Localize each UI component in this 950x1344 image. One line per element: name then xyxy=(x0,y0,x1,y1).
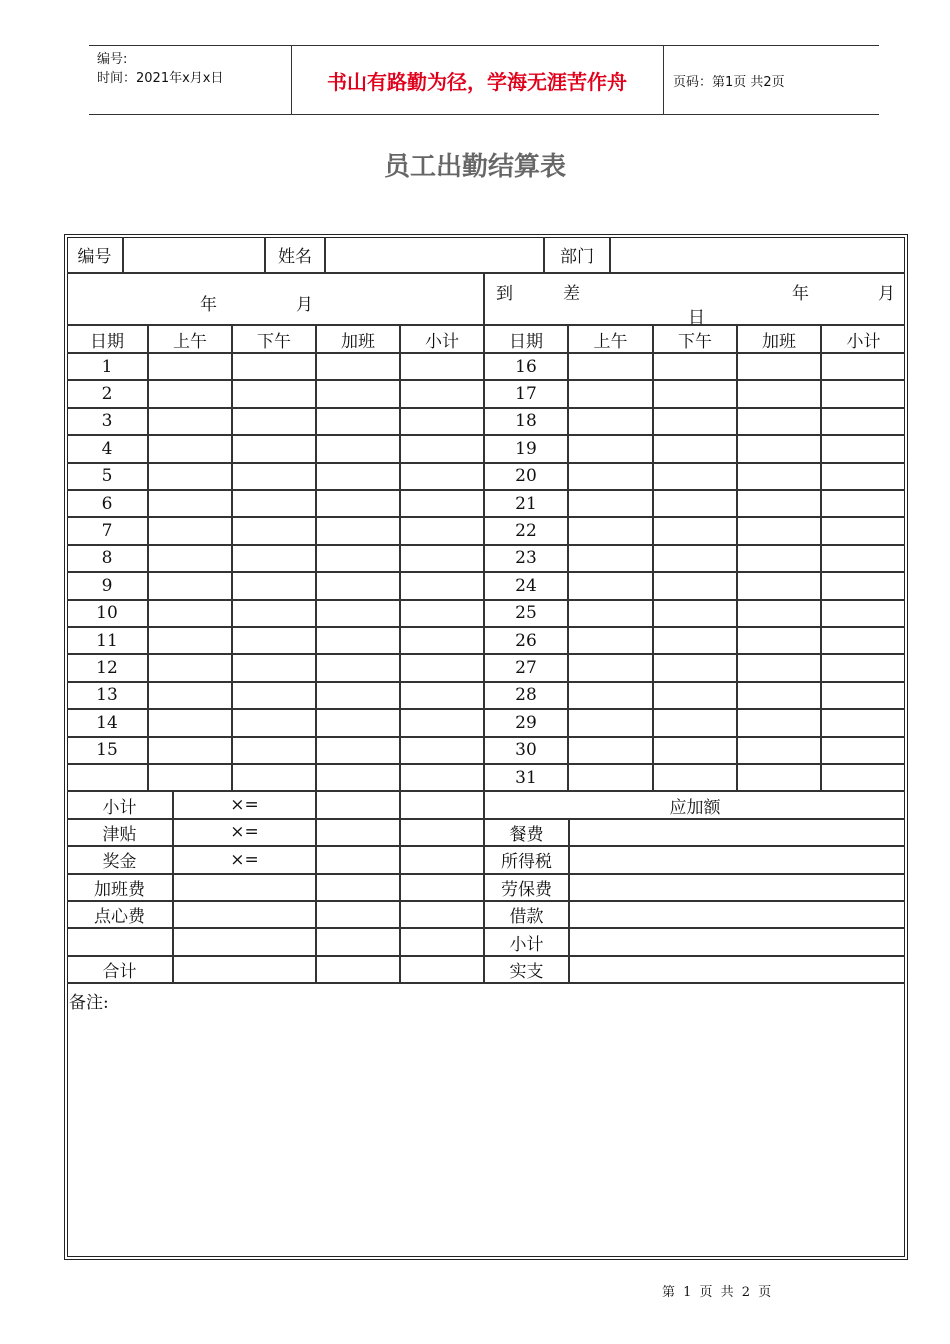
col-header: 下午 xyxy=(233,326,317,354)
attendance-input[interactable] xyxy=(401,381,485,408)
attendance-input[interactable] xyxy=(149,518,233,545)
attendance-input[interactable] xyxy=(317,381,401,408)
attendance-input[interactable] xyxy=(569,573,654,600)
summary-formula[interactable]: ×= xyxy=(174,847,317,874)
attendance-input[interactable] xyxy=(569,765,654,792)
attendance-input[interactable] xyxy=(149,354,233,381)
summary-formula[interactable] xyxy=(174,875,317,902)
attendance-input[interactable] xyxy=(822,409,905,436)
attendance-input[interactable] xyxy=(738,601,822,628)
period-diff: 差 xyxy=(563,284,580,304)
attendance-input[interactable] xyxy=(233,354,317,381)
summary-label: 加班费 xyxy=(67,875,174,902)
summary-value[interactable] xyxy=(401,792,485,819)
attendance-input[interactable] xyxy=(149,436,233,463)
attendance-input[interactable] xyxy=(233,464,317,491)
attendance-input[interactable] xyxy=(822,765,905,792)
attendance-input[interactable] xyxy=(822,354,905,381)
period-left-cell xyxy=(67,274,485,326)
col-header: 上午 xyxy=(149,326,233,354)
period-arrive: 到 xyxy=(496,284,513,304)
day-number xyxy=(67,765,149,792)
attendance-input[interactable] xyxy=(149,765,233,792)
attendance-input[interactable] xyxy=(233,573,317,600)
day-number: 21 xyxy=(485,491,569,518)
attendance-input[interactable] xyxy=(149,601,233,628)
attendance-input[interactable] xyxy=(654,436,738,463)
attendance-input[interactable] xyxy=(149,738,233,765)
col-header: 上午 xyxy=(569,326,654,354)
day-number: 7 xyxy=(67,518,149,545)
day-number: 22 xyxy=(485,518,569,545)
summary-label xyxy=(67,929,174,956)
day-number: 31 xyxy=(485,765,569,792)
deduction-label: 借款 xyxy=(485,902,570,929)
attendance-input[interactable] xyxy=(822,683,905,710)
period-year: 年 xyxy=(200,295,217,315)
attendance-input[interactable] xyxy=(654,601,738,628)
summary-value[interactable] xyxy=(317,875,401,902)
attendance-input[interactable] xyxy=(149,628,233,655)
day-number: 14 xyxy=(67,710,149,737)
attendance-input[interactable] xyxy=(654,354,738,381)
attendance-input[interactable] xyxy=(822,546,905,573)
attendance-input[interactable] xyxy=(569,518,654,545)
summary-formula[interactable] xyxy=(174,957,317,984)
day-number: 29 xyxy=(485,710,569,737)
attendance-input[interactable] xyxy=(317,409,401,436)
attendance-input[interactable] xyxy=(738,573,822,600)
attendance-input[interactable] xyxy=(233,628,317,655)
attendance-input[interactable] xyxy=(401,464,485,491)
header-motto: 书山有路勤为径，学海无涯苦作舟 xyxy=(327,69,627,94)
attendance-input[interactable] xyxy=(317,518,401,545)
attendance-input[interactable] xyxy=(654,573,738,600)
attendance-input[interactable] xyxy=(233,436,317,463)
attendance-input[interactable] xyxy=(401,491,485,518)
attendance-input[interactable] xyxy=(738,354,822,381)
attendance-input[interactable] xyxy=(401,710,485,737)
attendance-input[interactable] xyxy=(654,381,738,408)
deduction-value[interactable] xyxy=(570,820,905,847)
period-day: 日 xyxy=(688,308,705,328)
deduction-header: 应加额 xyxy=(485,792,905,819)
col-header: 小计 xyxy=(401,326,485,354)
attendance-input[interactable] xyxy=(569,491,654,518)
day-number: 5 xyxy=(67,464,149,491)
page-title: 员工出勤结算表 xyxy=(383,152,566,182)
attendance-input[interactable] xyxy=(822,491,905,518)
summary-value[interactable] xyxy=(401,820,485,847)
day-number: 24 xyxy=(485,573,569,600)
attendance-input[interactable] xyxy=(822,710,905,737)
attendance-input[interactable] xyxy=(149,409,233,436)
attendance-input[interactable] xyxy=(738,655,822,682)
attendance-input[interactable] xyxy=(569,546,654,573)
attendance-input[interactable] xyxy=(317,628,401,655)
day-number: 4 xyxy=(67,436,149,463)
label-name: 姓名 xyxy=(266,237,326,274)
attendance-input[interactable] xyxy=(822,655,905,682)
day-number: 16 xyxy=(485,354,569,381)
attendance-input[interactable] xyxy=(569,601,654,628)
day-number: 10 xyxy=(67,601,149,628)
header-meta xyxy=(97,50,292,88)
summary-formula[interactable] xyxy=(174,929,317,956)
label-number: 编号 xyxy=(67,237,124,274)
attendance-input[interactable] xyxy=(149,573,233,600)
col-header: 日期 xyxy=(67,326,149,354)
attendance-input[interactable] xyxy=(738,518,822,545)
day-number: 3 xyxy=(67,409,149,436)
attendance-input[interactable] xyxy=(401,354,485,381)
day-number: 15 xyxy=(67,738,149,765)
attendance-input[interactable] xyxy=(569,354,654,381)
dept-field[interactable] xyxy=(611,237,905,274)
col-header: 小计 xyxy=(822,326,905,354)
attendance-input[interactable] xyxy=(401,738,485,765)
day-number: 17 xyxy=(485,381,569,408)
attendance-input[interactable] xyxy=(654,518,738,545)
attendance-input[interactable] xyxy=(401,683,485,710)
attendance-input[interactable] xyxy=(654,546,738,573)
attendance-input[interactable] xyxy=(738,464,822,491)
summary-label: 小计 xyxy=(67,792,174,819)
attendance-input[interactable] xyxy=(317,738,401,765)
attendance-input[interactable] xyxy=(317,573,401,600)
attendance-input[interactable] xyxy=(822,601,905,628)
day-number: 19 xyxy=(485,436,569,463)
attendance-input[interactable] xyxy=(738,628,822,655)
summary-label: 点心费 xyxy=(67,902,174,929)
attendance-input[interactable] xyxy=(401,573,485,600)
attendance-input[interactable] xyxy=(317,601,401,628)
attendance-input[interactable] xyxy=(317,464,401,491)
attendance-input[interactable] xyxy=(233,710,317,737)
attendance-input[interactable] xyxy=(569,409,654,436)
header-divider xyxy=(663,46,664,114)
attendance-input[interactable] xyxy=(569,436,654,463)
summary-label: 合计 xyxy=(67,957,174,984)
summary-value[interactable] xyxy=(317,929,401,956)
attendance-input[interactable] xyxy=(317,546,401,573)
attendance-input[interactable] xyxy=(233,491,317,518)
attendance-input[interactable] xyxy=(317,491,401,518)
attendance-input[interactable] xyxy=(822,381,905,408)
day-number: 25 xyxy=(485,601,569,628)
attendance-input[interactable] xyxy=(569,683,654,710)
period-year2: 年 xyxy=(792,284,809,304)
day-number: 6 xyxy=(67,491,149,518)
attendance-input[interactable] xyxy=(738,491,822,518)
col-header: 下午 xyxy=(654,326,738,354)
summary-value[interactable] xyxy=(317,847,401,874)
attendance-input[interactable] xyxy=(401,628,485,655)
day-number: 13 xyxy=(67,683,149,710)
day-number: 27 xyxy=(485,655,569,682)
attendance-input[interactable] xyxy=(654,710,738,737)
attendance-input[interactable] xyxy=(822,436,905,463)
attendance-input[interactable] xyxy=(317,683,401,710)
day-number: 2 xyxy=(67,381,149,408)
attendance-input[interactable] xyxy=(401,546,485,573)
attendance-input[interactable] xyxy=(317,765,401,792)
attendance-input[interactable] xyxy=(654,738,738,765)
summary-formula[interactable]: ×= xyxy=(174,820,317,847)
attendance-input[interactable] xyxy=(233,381,317,408)
attendance-input[interactable] xyxy=(149,381,233,408)
attendance-input[interactable] xyxy=(233,409,317,436)
attendance-input[interactable] xyxy=(569,628,654,655)
summary-value[interactable] xyxy=(401,902,485,929)
deduction-label: 实支 xyxy=(485,957,570,984)
deduction-label: 劳保费 xyxy=(485,875,570,902)
attendance-input[interactable] xyxy=(569,710,654,737)
day-number: 9 xyxy=(67,573,149,600)
name-field[interactable] xyxy=(326,237,545,274)
attendance-input[interactable] xyxy=(233,765,317,792)
day-number: 12 xyxy=(67,655,149,682)
summary-value[interactable] xyxy=(317,902,401,929)
summary-value[interactable] xyxy=(401,929,485,956)
attendance-input[interactable] xyxy=(738,546,822,573)
attendance-input[interactable] xyxy=(149,546,233,573)
summary-label: 津贴 xyxy=(67,820,174,847)
summary-value[interactable] xyxy=(317,820,401,847)
attendance-input[interactable] xyxy=(738,409,822,436)
attendance-input[interactable] xyxy=(149,464,233,491)
day-number: 30 xyxy=(485,738,569,765)
attendance-input[interactable] xyxy=(654,464,738,491)
summary-value[interactable] xyxy=(317,957,401,984)
deduction-value[interactable] xyxy=(570,875,905,902)
attendance-input[interactable] xyxy=(738,765,822,792)
attendance-input[interactable] xyxy=(401,655,485,682)
col-header: 加班 xyxy=(738,326,822,354)
col-header: 加班 xyxy=(317,326,401,354)
day-number: 11 xyxy=(67,628,149,655)
attendance-input[interactable] xyxy=(149,710,233,737)
attendance-input[interactable] xyxy=(569,738,654,765)
attendance-input[interactable] xyxy=(149,655,233,682)
attendance-input[interactable] xyxy=(654,628,738,655)
period-month: 月 xyxy=(296,295,313,315)
attendance-input[interactable] xyxy=(822,628,905,655)
attendance-input[interactable] xyxy=(654,683,738,710)
attendance-input[interactable] xyxy=(401,518,485,545)
attendance-input[interactable] xyxy=(738,710,822,737)
attendance-input[interactable] xyxy=(654,765,738,792)
attendance-input[interactable] xyxy=(233,738,317,765)
deduction-value[interactable] xyxy=(570,929,905,956)
summary-value[interactable] xyxy=(317,792,401,819)
period-month2: 月 xyxy=(878,284,895,304)
deduction-value[interactable] xyxy=(570,957,905,984)
attendance-input[interactable] xyxy=(569,381,654,408)
attendance-input[interactable] xyxy=(822,573,905,600)
attendance-input[interactable] xyxy=(149,683,233,710)
attendance-input[interactable] xyxy=(738,381,822,408)
label-dept: 部门 xyxy=(545,237,611,274)
attendance-input[interactable] xyxy=(738,738,822,765)
day-number: 20 xyxy=(485,464,569,491)
attendance-input[interactable] xyxy=(822,738,905,765)
day-number: 26 xyxy=(485,628,569,655)
attendance-input[interactable] xyxy=(738,436,822,463)
summary-value[interactable] xyxy=(401,957,485,984)
summary-formula[interactable] xyxy=(174,902,317,929)
col-header: 日期 xyxy=(485,326,569,354)
attendance-input[interactable] xyxy=(401,765,485,792)
header-page-info: 页码：第1页 共2页 xyxy=(673,74,785,90)
attendance-input[interactable] xyxy=(233,601,317,628)
attendance-input[interactable] xyxy=(233,546,317,573)
attendance-input[interactable] xyxy=(569,655,654,682)
attendance-input[interactable] xyxy=(401,409,485,436)
attendance-input[interactable] xyxy=(654,655,738,682)
attendance-input[interactable] xyxy=(317,436,401,463)
day-number: 28 xyxy=(485,683,569,710)
attendance-input[interactable] xyxy=(233,518,317,545)
deduction-label: 所得税 xyxy=(485,847,570,874)
attendance-input[interactable] xyxy=(401,601,485,628)
attendance-input[interactable] xyxy=(654,491,738,518)
number-field[interactable] xyxy=(124,237,266,274)
attendance-input[interactable] xyxy=(149,491,233,518)
deduction-label: 餐费 xyxy=(485,820,570,847)
header-time-label: 时间：2021年x月x日 xyxy=(97,71,224,86)
attendance-input[interactable] xyxy=(317,354,401,381)
deduction-label: 小计 xyxy=(485,929,570,956)
attendance-input[interactable] xyxy=(317,710,401,737)
deduction-value[interactable] xyxy=(570,902,905,929)
day-number: 18 xyxy=(485,409,569,436)
page-footer: 第 1 页 共 2 页 xyxy=(662,1285,774,1300)
remarks-area[interactable] xyxy=(67,984,905,1257)
header-number-label: 编号: xyxy=(97,52,128,67)
deduction-value[interactable] xyxy=(570,847,905,874)
day-number: 8 xyxy=(67,546,149,573)
attendance-input[interactable] xyxy=(654,409,738,436)
page-header xyxy=(89,45,879,115)
attendance-input[interactable] xyxy=(317,655,401,682)
remarks-label: 备注: xyxy=(69,993,109,1014)
attendance-input[interactable] xyxy=(233,655,317,682)
summary-value[interactable] xyxy=(401,875,485,902)
summary-formula[interactable]: ×= xyxy=(174,792,317,819)
day-number: 1 xyxy=(67,354,149,381)
summary-value[interactable] xyxy=(401,847,485,874)
attendance-input[interactable] xyxy=(401,436,485,463)
attendance-input[interactable] xyxy=(233,683,317,710)
attendance-input[interactable] xyxy=(738,683,822,710)
attendance-input[interactable] xyxy=(822,518,905,545)
summary-label: 奖金 xyxy=(67,847,174,874)
day-number: 23 xyxy=(485,546,569,573)
attendance-input[interactable] xyxy=(822,464,905,491)
attendance-input[interactable] xyxy=(569,464,654,491)
